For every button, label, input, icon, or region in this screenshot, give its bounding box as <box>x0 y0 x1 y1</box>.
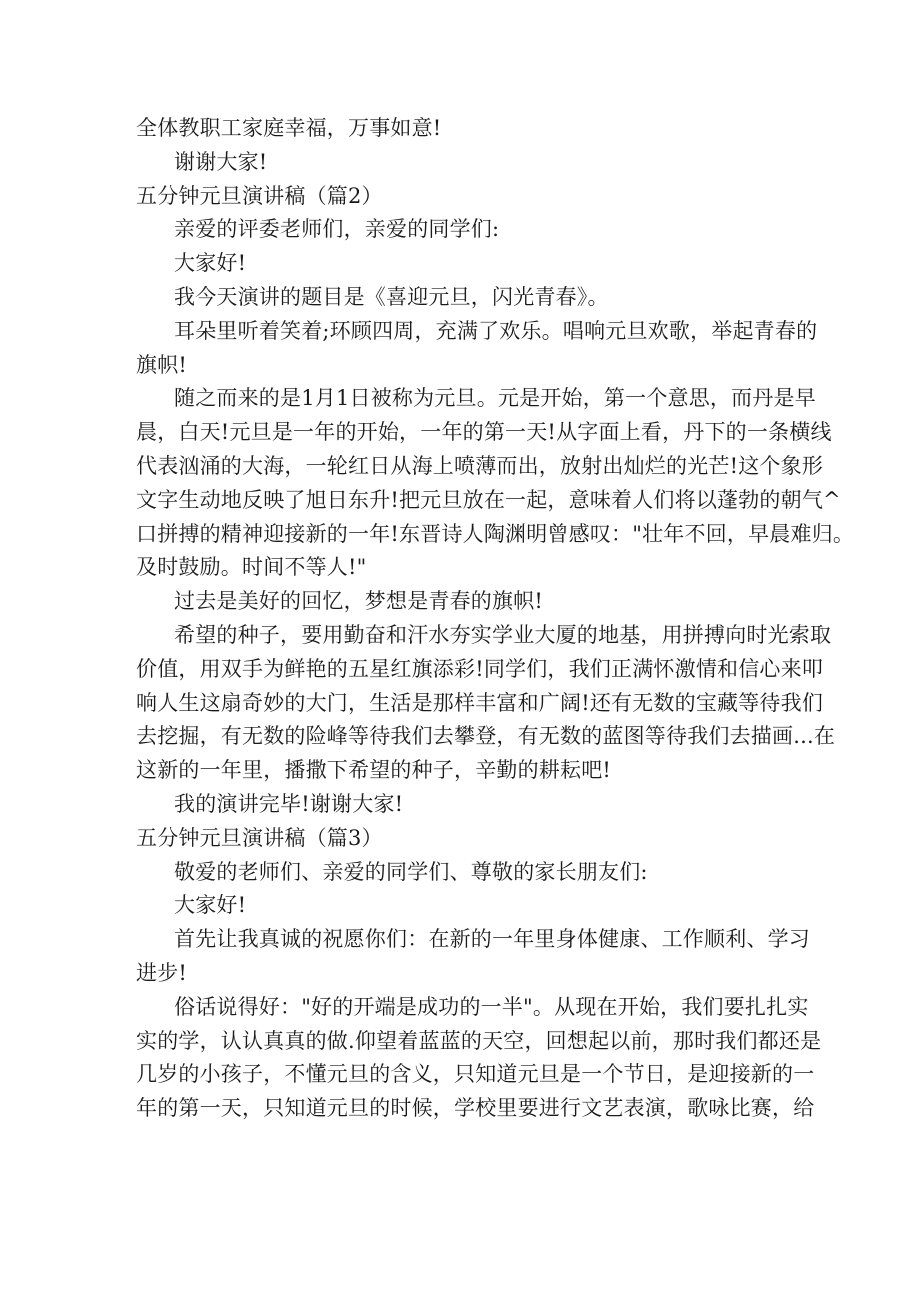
text-line: 随之而来的是1月1日被称为元旦。元是开始，第一个意思，而丹是早 <box>174 386 816 411</box>
text-line: 希望的种子，要用勤奋和汗水夯实学业大厦的地基，用拼搏向时光索取 <box>174 622 832 647</box>
text-line: 及时鼓励。时间不等人!" <box>136 555 367 580</box>
text-line: 全体教职工家庭幸福，万事如意! <box>136 116 442 140</box>
text-line: 文字生动地反映了旭日东升!把元旦放在一起，意味着人们将以蓬勃的朝气^ <box>136 487 841 512</box>
text-line: 我的演讲完毕!谢谢大家! <box>174 791 404 816</box>
text-line: 大家好! <box>174 251 247 276</box>
text-line: 代表汹涌的大海，一轮红日从海上喷薄而出，放射出灿烂的光芒!这个象形 <box>136 453 824 478</box>
text-line: 口拼搏的精神迎接新的一年!东晋诗人陶渊明曾感叹："壮年不回，早晨难归。 <box>136 521 855 546</box>
text-line: 价值，用双手为鲜艳的五星红旗添彩!同学们，我们正满怀激情和信心来叩 <box>136 656 824 681</box>
text-line: 首先让我真诚的祝愿你们：在新的一年里身体健康、工作顺利、学习 <box>174 927 810 952</box>
document-body <box>136 112 855 1126</box>
text-line: 大家好! <box>174 893 247 918</box>
text-line: 几岁的小孩子，不懂元旦的含义，只知道元旦是一个节日，是迎接新的一 <box>136 1062 815 1087</box>
text-line: 旗帜! <box>136 352 188 377</box>
text-line: 我今天演讲的题目是《喜迎元旦，闪光青春》。 <box>174 284 609 309</box>
text-line: 去挖掘，有无数的险峰等待我们去攀登，有无数的蓝图等待我们去描画...在 <box>136 724 836 749</box>
text-line: 五分钟元旦演讲稿（篇3） <box>136 825 383 850</box>
text-line: 实的学，认认真真的做.仰望着蓝蓝的天空，回想起以前，那时我们都还是 <box>136 1028 822 1053</box>
text-line: 过去是美好的回忆，梦想是青春的旗帜! <box>174 589 544 614</box>
text-line: 敬爱的老师们、亲爱的同学们、尊敬的家长朋友们: <box>174 859 648 884</box>
text-line: 亲爱的评委老师们，亲爱的同学们: <box>174 217 500 242</box>
text-line: 五分钟元旦演讲稿（篇2） <box>136 183 383 208</box>
text-line: 年的第一天，只知道元旦的时候，学校里要进行文艺表演，歌咏比赛，给 <box>136 1096 815 1121</box>
text-line: 进步! <box>136 960 188 985</box>
text-line: 俗话说得好："好的开端是成功的一半"。从现在开始，我们要扎扎实 <box>174 994 809 1019</box>
text-line: 耳朵里听着笑着;环顾四周，充满了欢乐。唱响元旦欢歌，举起青春的 <box>174 318 818 343</box>
text-line: 响人生这扇奇妙的大门，生活是那样丰富和广阔!还有无数的宝藏等待我们 <box>136 690 824 715</box>
text-line: 这新的一年里，播撒下希望的种子，辛勤的耕耘吧! <box>136 758 612 783</box>
text-line: 晨，白天!元旦是一年的开始，一年的第一天!从字面上看，丹下的一条横线 <box>136 420 832 445</box>
text-line: 谢谢大家! <box>174 149 268 174</box>
